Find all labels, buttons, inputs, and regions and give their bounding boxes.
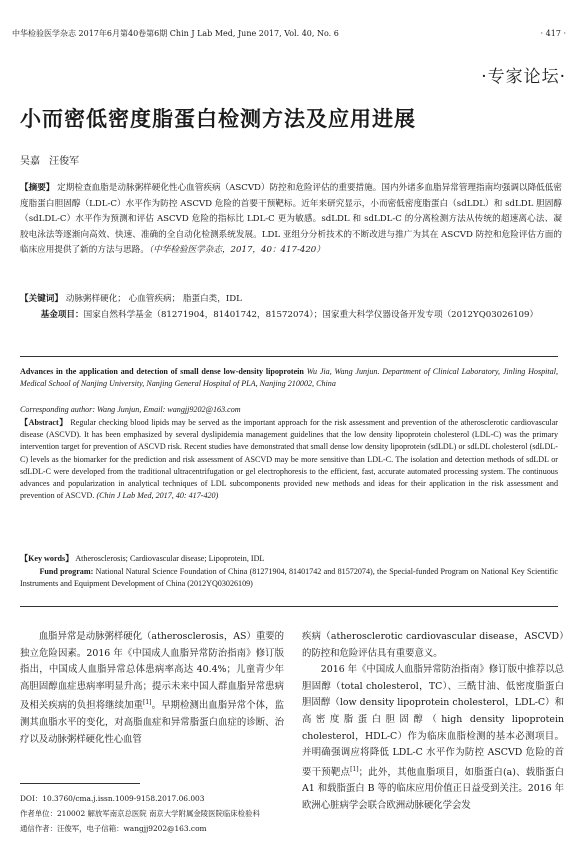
section-tag: ·专家论坛· [481,67,566,87]
english-title: Advances in the application and detection of small dense low-density lipoprotein [20,367,304,376]
fund-cn-label: 基金项目： [40,310,84,320]
abstract-cn-text: 定期检查血脂是动脉粥样硬化性心血管疾病（ASCVD）防控和危险评估的重要措施。国内外诸多血脂异常管理指南均强调以降低低密度脂蛋白胆固醇（LDL-C）水平作为防控 ASCVD 危险的首要干预靶标。近年来研究显示，小而密低密度脂蛋白（sdLDL）和 sdLDL 胆固醇（sdLDL-C）水平作为预测和评估 ASCVD 危险的指标比 LDL-C 更为敏感。sdLDL 和 sdLDL-C 的分离检测方法从传统的超速离心法、凝胶电泳法等逐渐向高效、快速、准确的全自动化检测系统发展。LDL 亚组分分析技术的不断改进与推广为其在 ASCVD 防控和危险评估方面的临床应用提供了新的方法与思路。 [20,183,562,256]
english-authors: Wu Jia, Wang Junjun. [306,367,380,376]
page-number: · 417 · [540,29,566,38]
footnote-corresponding: 通信作者：汪俊军，电子信箱：wangjj9202@163.com [20,824,207,833]
fund-cn [20,308,562,324]
running-header-text: 中华检验医学杂志 2017年6月第40卷第6期 Chin J Lab Med, June 2017, Vol. 40, No. 6 [12,29,339,38]
keywords-cn-text: 动脉粥样硬化； 心血管疾病； 脂蛋白类，IDL [65,294,242,304]
english-abstract-text: Regular checking blood lipids may be served as the important approach for the risk assessment and prevention of the atherosclerotic cardiovascular disease (ASCVD). It has been emphasized by several dyslipidemia management guidelines that the low density lipoprotein cholesterol (LDL-C) was the primary intervention target for prevention of ASCVD risk. Recent studies have demonstrated that small dense low density lipoprotein (sdLDL) or sdLDL cholesterol (sdLDL-C) levels as the biomarker for the prediction and risk assessment of ASCVD may be more sensitive than LDL-C. The isolation and detection methods of sdLDL or sdLDL-C were developed from the traditional ultracentrifugation or gel electrophoresis to the efficient, fast, accurate automated processing system. The continuous advances and popularization in analytical techniques of LDL subcomponents provided new methods and ideas for their application in the risk assessment and prevention of ASCVD. [20,418,558,501]
abstract-cn [20,181,562,259]
footnote-affiliation: 作者单位：210002 解放军南京总医院 南京大学附属金陵医院临床检验科 [20,809,260,818]
fund-cn-text: 国家自然科学基金（81271904，81401742，81572074）；国家重大科学仪器设备开发专项（2012YQ03026109） [83,310,539,320]
english-keywords-text: Atherosclerosis; Cardiovascular disease; Lipoprotein, IDL [75,554,265,563]
footnote-doi: DOI：10.3760/cma.j.issn.1009-9158.2017.06.003 [20,794,205,803]
english-fund-text: National Natural Science Foundation of China (81271904, 81401742 and 81572074), the Special-funded Program on National Key Scientific Instruments and Equipment Development of China (2012YQ03026109) [20,567,558,589]
english-corresponding-text: Corresponding author: Wang Junjun, Email: wangjj9202@163.com [20,405,241,414]
running-header [12,28,566,39]
body-right-text-cont: ；此外，其他血脂项目，如脂蛋白(a)、载脂蛋白 A1 和载脂蛋白 B 等的临床应用价值正日益受到关注。2016 年欧洲心脏病学会联合欧洲动脉硬化学会发 [302,766,564,812]
english-affiliation: Department of Clinical Laboratory, Jinling Hospital, Medical School of Nanjing University, Nanjing General Hospital of PLA, Nanjing 210002, China [20,367,558,389]
english-abstract [20,417,558,502]
body-column-right [302,629,564,815]
article-title: 小而密低密度脂蛋白检测方法及应用进展 [20,106,416,131]
authors: 吴嘉 汪俊军 [20,156,80,167]
body-right-text: 2016 年《中国成人血脂异常防治指南》修订版中推荐以总胆固醇（total cholesterol，TC）、三酰甘油、低密度脂蛋白胆固醇（low density lipoprotein cholesterol，LDL-C）和高密度脂蛋白胆固醇（high density lipoprotein cholesterol，HDL-C）作为临床血脂检测的基本必测项目。并明确强调应将降低 LDL-C 水平作为防控 ASCVD 危险的首要干预靶点 [302,664,564,778]
keywords-cn [20,292,562,308]
keywords-cn-label: 【关键词】 [20,294,63,304]
english-keywords-label: 【Key words】 [20,554,74,563]
body-paragraph [20,629,284,748]
body-left-text-cont: 。早期检测出血脂异常个体，监测其血脂水平的变化，对高脂血症和异常脂蛋白血症的诊断、治疗以及动脉粥样硬化性心血管 [20,700,284,745]
abstract-cn-label: 【摘要】 [20,183,55,193]
english-abstract-label: 【Abstract】 [20,418,68,427]
english-header [20,366,558,390]
english-keywords [20,553,558,565]
citation-ref: [1] [143,699,152,707]
english-fund-label: Fund program: [39,567,94,576]
body-left-text: 血脂异常是动脉粥样硬化（atherosclerosis，AS）重要的独立危险因素。2016 年《中国成人血脂异常防治指南》修订版指出，中国成人血脂异常总体患病率高达 40.4%；儿童青少年高胆固醇血症患病率明显升高；提示未来中国人群血脂异常患病及相关疾病的负担将继续加重 [20,631,284,712]
english-abstract-citation: (Chin J Lab Med, 2017, 40: 417-420) [96,491,219,501]
body-paragraph [302,662,564,814]
english-fund [20,566,558,590]
divider-bottom [20,606,558,607]
divider-top [20,356,558,357]
english-corresponding [20,404,558,416]
citation-ref: [1] [350,765,359,773]
footnotes [20,791,284,836]
body-column-left [20,629,284,748]
footnote-rule [20,783,140,784]
abstract-cn-citation: （中华检验医学杂志，2017，40：417-420） [148,245,325,256]
body-paragraph: 疾病（atherosclerotic cardiovascular disease，ASCVD）的防控和危险评估具有重要意义。 [302,631,564,659]
